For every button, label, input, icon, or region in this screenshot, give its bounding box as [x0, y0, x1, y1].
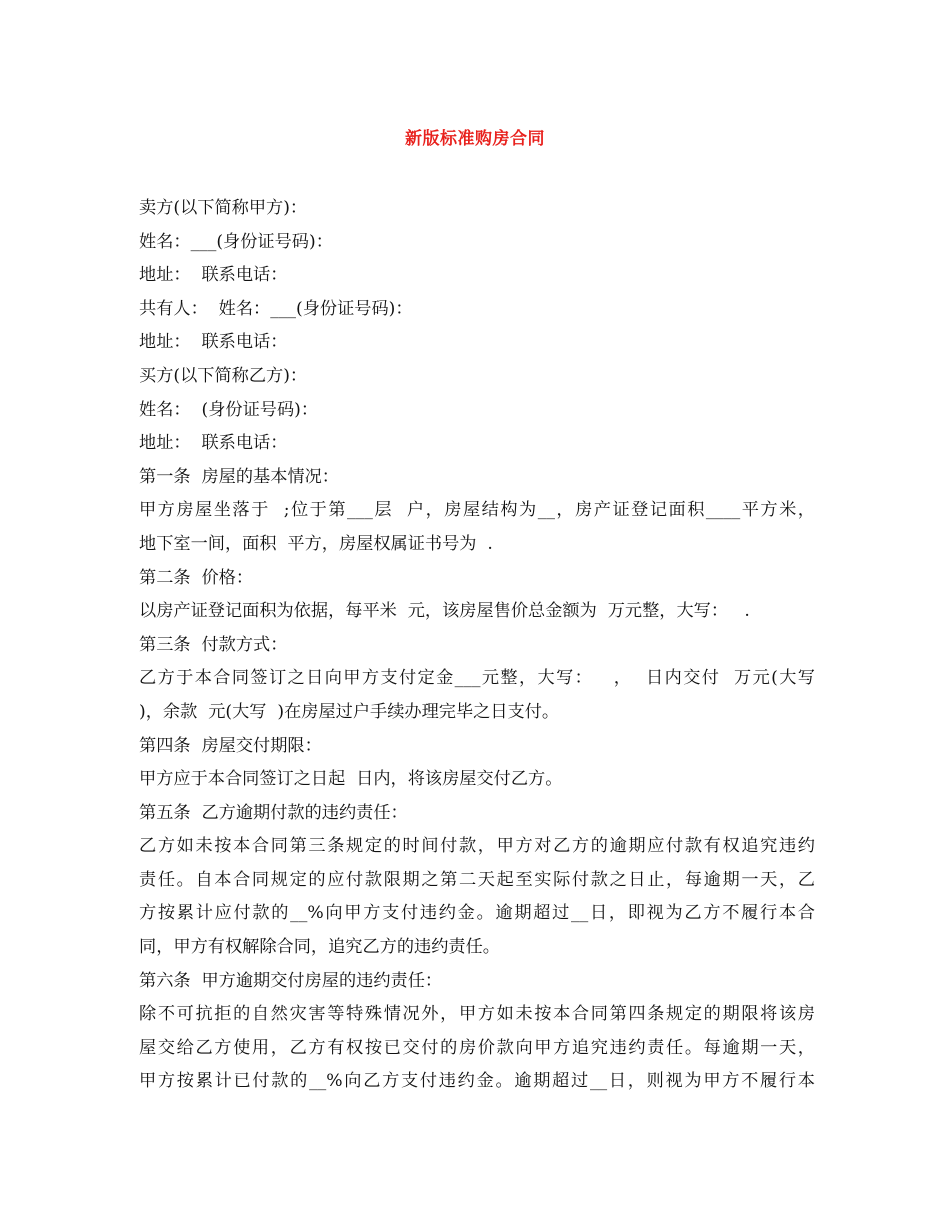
article-5-heading: 第五条 乙方逾期付款的违约责任：: [139, 802, 408, 823]
article-3-heading: 第三条 付款方式：: [139, 634, 288, 655]
article-3-text: )，余款 元(大写 )在房屋过户手续办理完毕之日支付。: [139, 701, 560, 722]
article-5-text: 乙方如未按本合同第三条规定的时间付款，甲方对乙方的逾期应付款有权追究违约: [139, 836, 815, 857]
article-5-text: 同，甲方有权解除合同，追究乙方的违约责任。: [139, 937, 500, 958]
document-title: 新版标准购房合同: [405, 129, 545, 149]
article-4-text: 甲方应于本合同签订之日起 日内，将该房屋交付乙方。: [139, 769, 563, 790]
co-owner-address-line: 地址： 联系电话：: [139, 332, 288, 353]
buyer-name-line: 姓名： (身份证号码)：: [139, 399, 319, 420]
buyer-heading: 买方(以下简称乙方)：: [139, 365, 308, 386]
seller-name-line: 姓名：___(身份证号码)：: [139, 231, 333, 252]
co-owner-line: 共有人： 姓名：___(身份证号码)：: [139, 298, 413, 319]
article-1-text: 地下室一间，面积 平方，房屋权属证书号为 .: [139, 533, 493, 554]
article-5-text: 方按累计应付款的__%向甲方支付违约金。逾期超过__日，即视为乙方不履行本合: [139, 903, 815, 924]
article-1-heading: 第一条 房屋的基本情况：: [139, 466, 339, 487]
article-2-heading: 第二条 价格：: [139, 567, 254, 588]
article-6-text: 屋交给乙方使用，乙方有权按已交付的房价款向甲方追究违约责任。每逾期一天，: [139, 1037, 815, 1058]
article-5-text: 责任。自本合同规定的应付款限期之第二天起至实际付款之日止，每逾期一天，乙: [139, 869, 815, 890]
article-6-text: 除不可抗拒的自然灾害等特殊情况外，甲方如未按本合同第四条规定的期限将该房: [139, 1004, 815, 1025]
article-4-heading: 第四条 房屋交付期限：: [139, 735, 322, 756]
article-3-text: 乙方于本合同签订之日向甲方支付定金___元整，大写： ， 日内交付 万元(大写: [139, 668, 815, 689]
article-1-text: 甲方房屋坐落于 ;位于第___层 户，房屋结构为__，房产证登记面积____平方米，: [139, 500, 815, 521]
article-6-heading: 第六条 甲方逾期交付房屋的违约责任：: [139, 970, 443, 991]
article-6-text: 甲方按累计已付款的__%向乙方支付违约金。逾期超过__日，则视为甲方不履行本: [139, 1071, 815, 1092]
buyer-address-line: 地址： 联系电话：: [139, 433, 288, 454]
seller-address-line: 地址： 联系电话：: [139, 265, 288, 286]
article-2-text: 以房产证登记面积为依据，每平米 元，该房屋售价总金额为 万元整，大写： .: [139, 601, 750, 622]
seller-heading: 卖方(以下简称甲方)：: [139, 198, 308, 218]
contract-body: [139, 192, 815, 1099]
